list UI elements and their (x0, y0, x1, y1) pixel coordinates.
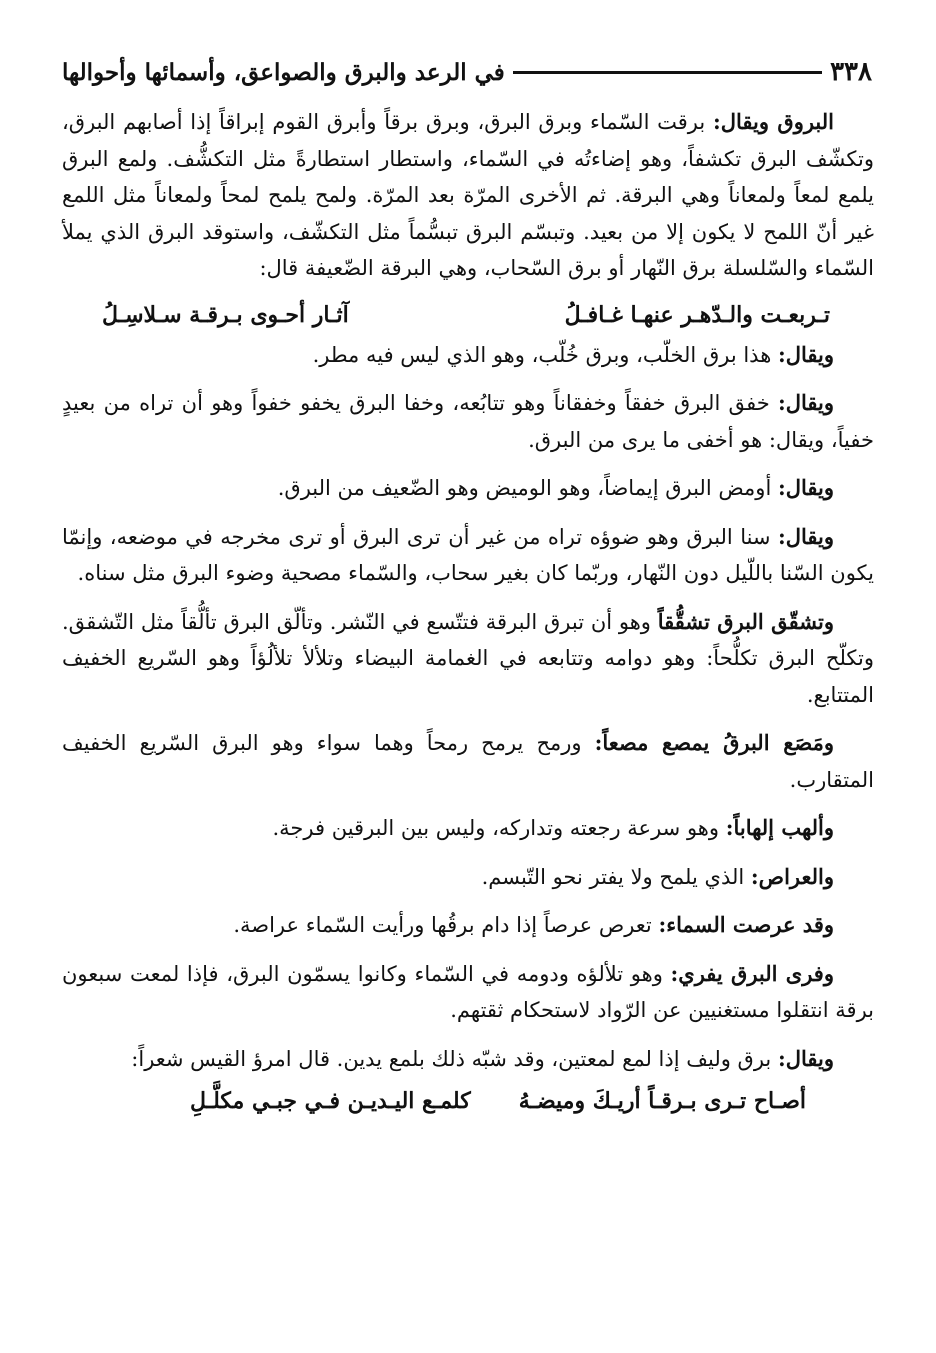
verse-hemistich-right: تـربعـت والـدّهـر عنهـا غـافـلُ (564, 301, 830, 328)
paragraph-9 (62, 859, 874, 896)
page-header (62, 52, 872, 92)
paragraph-10 (62, 907, 874, 944)
paragraph-lead: ومَصَع البرقُ يمصع مصعاً: (594, 730, 835, 755)
paragraph-lead: ويقال: (777, 523, 834, 549)
page-number: ٣٣٨ (830, 57, 872, 87)
paragraph-text: خفق البرق خفقاً وخفقاناً وهو تتابُعه، وخفا البرق يخفو خفواً وهو أن تراه من بعيدٍ خفياً، ويقال: هو أخفى ما يرى من البرق. (62, 391, 874, 452)
paragraph-4 (62, 470, 874, 507)
paragraph-text: هذا برق الخلّب، وبرق خُلّب، وهو الذي ليس فيه مطر. (312, 342, 772, 367)
paragraph-lead: ويقال: (777, 390, 834, 415)
page-body (62, 104, 874, 1123)
paragraph-text: وهو سرعة رجعته وتداركه، وليس بين البرقين فرجة. (272, 816, 720, 840)
paragraph-lead: والعراص: (750, 863, 834, 889)
paragraph-12 (62, 1041, 874, 1078)
header-rule (513, 71, 822, 74)
paragraph-text: برقت السّماء وبرق البرق، وبرق برقاً وأبرق القوم إبراقاً إذا أصابهم البرق، وتكشّف البرق تكشفاً، وهو إضاءتُه في السّماء، واستطار استطارةً مثل التكشُّف. ولمع البرق يلمع لمعاً ولمعاناً وهي البرقة. ثم الأخرى المرّة بعد المرّة. ولمح يلمح لمحاً ولمعاناً مثل اللمع غير أنّ اللمح لا يكون إلا من بعيد. وتبسّم البرق تبسُّماً مثل التكشّف، واستوقد البرق الذي يملأ السّماء والسّلسلة برق النّهار أو برق السّحاب، وهي البرقة الضّعيفة قال: (62, 110, 874, 280)
paragraph-1 (62, 104, 874, 287)
verse-hemistich-left: آثـار أحـوى بـرقـة سـلاسِـلُ (102, 301, 349, 328)
paragraph-text: سنا البرق وهو ضوؤه تراه من غير أن ترى البرق أو ترى مخرجه في موضعه، وإنمّا يكون السّنا باللّيل دون النّهار، وربّما كان بغير سحاب، والسّماء مصحية وضوء البرق مثل سناه. (62, 524, 874, 585)
paragraph-text: ورمح يرمح رمحاً وهما سواء وهو البرق السّريع الخفيف المتقارب. (62, 731, 874, 792)
verse-line-2 (62, 1083, 874, 1119)
paragraph-text: وهو أن تبرق البرقة فتتّسع في النّشر. وتألّق البرق تألُّقاً مثل التّشقق. وتكلّح البرق تكلُّحاً: وهو دوامه وتتابعه في الغمامة البيضاء وتلألأ تلألُؤاً وهو السّريع الخفيف المتتابع. (62, 609, 874, 707)
paragraph-6 (62, 604, 874, 714)
paragraph-lead: ويقال: (777, 475, 834, 500)
running-title: في الرعد والبرق والصواعق، وأسمائها وأحوالها (62, 58, 505, 86)
verse-line-1 (62, 297, 874, 333)
paragraph-lead: ويقال: (777, 341, 834, 367)
verse-hemistich-left: كلمـع اليـديـن فـي جبـي مكلَّـلِ (190, 1088, 471, 1114)
paragraph-2 (62, 337, 874, 374)
paragraph-3 (62, 385, 874, 458)
paragraph-lead: وتشقّق البرق تشقُّقاً (657, 608, 835, 634)
paragraph-text: برق وليف إذا لمع لمعتين، وقد شبّه ذلك بلمع يدين. قال امرؤ القيس شعراً: (131, 1046, 772, 1071)
paragraph-text: الذي يلمح ولا يفتر نحو التّبسم. (481, 864, 745, 889)
paragraph-8 (62, 810, 874, 847)
paragraph-text: وهو تلألؤه ودومه في السّماء وكانوا يسمّون البرق، فإذا لمعت سبعون برقة انتقلوا مستغنيين عن الرّواد لاستحكام ثقتهم. (62, 961, 874, 1022)
paragraph-lead: وقد عرصت السماء: (658, 912, 834, 937)
paragraph-text: أومض البرق إيماضاً، وهو الوميض وهو الضّعيف من البرق. (277, 476, 772, 500)
paragraph-lead: وفرى البرق يفري: (670, 960, 834, 986)
verse-hemistich-right: أصـاح تـرى بـرقـاً أريـكَ وميضـهُ (518, 1088, 806, 1114)
paragraph-lead: البروق ويقال: (713, 109, 834, 134)
paragraph-11 (62, 956, 874, 1029)
paragraph-lead: ويقال: (777, 1045, 834, 1071)
paragraph-5 (62, 519, 874, 592)
paragraph-text: تعرص عرصاً إذا دام برقُها ورأيت السّماء عراصة. (233, 913, 652, 937)
paragraph-7 (62, 725, 874, 798)
paragraph-lead: وألهب إلهاباً: (725, 815, 834, 840)
